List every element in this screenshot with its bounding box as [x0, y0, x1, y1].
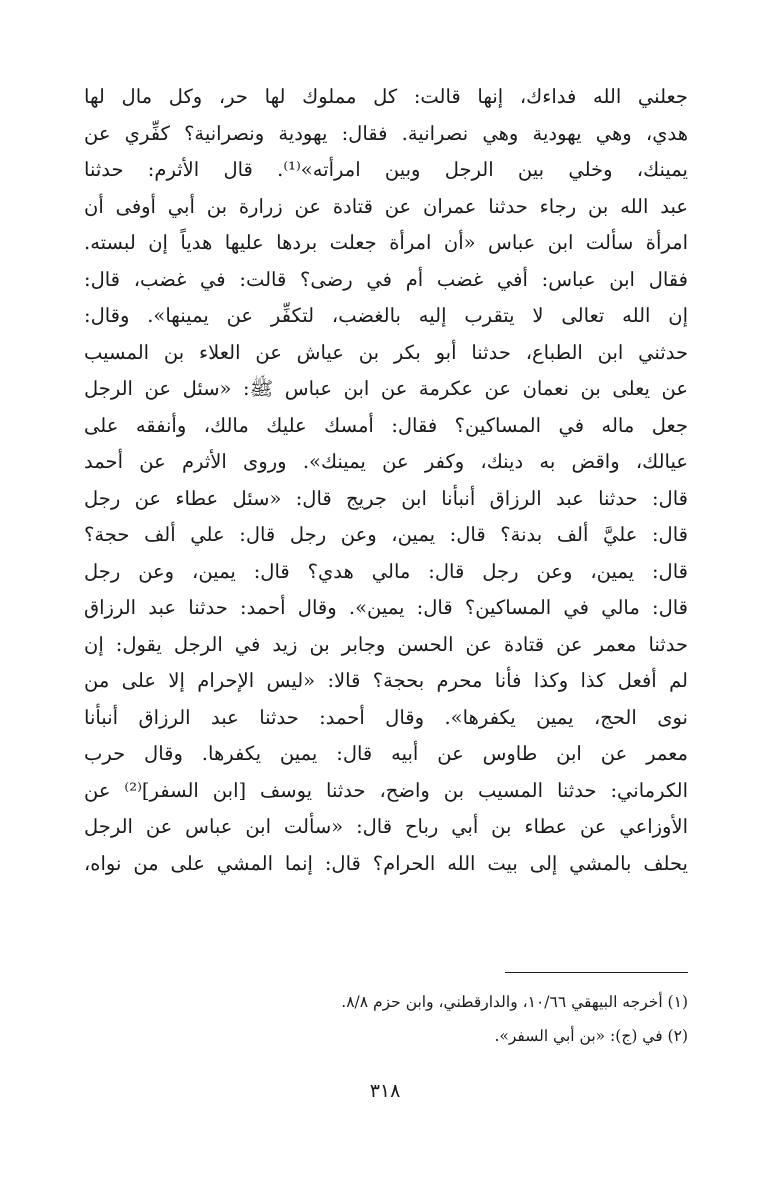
text-line-20: الكرماني: حدثنا المسيب بن واضح، حدثنا يوسف [ابن السفر]⁽²⁾ عن: [84, 778, 688, 802]
page-number: ٣١٨: [369, 1080, 401, 1102]
text-line-8: حدثني ابن الطباع، حدثنا أبو بكر بن عياش عن العلاء بن المسيب: [84, 340, 688, 364]
text-line-2: هدي، وهي يهودية وهي نصرانية. فقال: يهودية ونصرانية؟ كفِّري عن: [84, 121, 688, 145]
main-text-block: [84, 79, 688, 882]
text-line-17: لم أفعل كذا وكذا فأنا محرم بحجة؟ قالا: «ليس الإحرام إلا على من: [84, 669, 688, 692]
text-line-1: جعلني الله فداءك، إنها قالت: كل مملوك لها حر، وكل مال لها: [84, 85, 688, 108]
text-line-14: قال: يمين، وعن رجل قال: مالي هدي؟ قال: يمين، وعن رجل: [84, 559, 688, 583]
text-line-10: جعل ماله في المساكين؟ فقال: أمسك عليك مالك، وأنفقه على: [84, 413, 688, 437]
text-line-19: معمر عن ابن طاوس عن أبيه قال: يمين يكفرها. وقال حرب: [84, 742, 688, 765]
footnote-2: (٢) في (ج): «بن أبي السفر».: [494, 1027, 688, 1045]
text-line-4: عبد الله بن رجاء حدثنا عمران عن قتادة عن زرارة بن أبي أوفى أن: [84, 194, 688, 218]
text-line-12: قال: حدثنا عبد الرزاق أنبأنا ابن جريج قال: «سئل عطاء عن رجل: [84, 486, 688, 510]
text-line-3: يمينك، وخلي بين الرجل وبين امرأته»⁽¹⁾. قال الأثرم: حدثنا: [84, 158, 688, 181]
text-line-6: فقال ابن عباس: أفي غضب أم في رضى؟ قالت: في غضب، قال:: [84, 267, 688, 291]
text-line-9: عن يعلى بن نعمان عن عكرمة عن ابن عباس ﷺ: «سئل عن الرجل: [84, 377, 688, 400]
text-line-15: قال: مالي في المساكين؟ قال: يمين». وقال أحمد: حدثنا عبد الرزاق: [84, 596, 688, 619]
footnote-1: (١) أخرجه البيهقي ١٠/٦٦، والدارقطني، وابن حزم ٨/٨.: [341, 993, 688, 1011]
text-line-22: يحلف بالمشي إلى بيت الله الحرام؟ قال: إنما المشي على من نواه،: [84, 851, 688, 875]
text-line-18: نوى الحج، يمين يكفرها». وقال أحمد: حدثنا عبد الرزاق أنبأنا: [84, 705, 688, 729]
text-line-5: امرأة سألت ابن عباس «أن امرأة جعلت بردها عليها هدياً إن لبسته.: [84, 231, 688, 254]
text-line-21: الأوزاعي عن عطاء بن أبي رباح قال: «سألت ابن عباس عن الرجل: [84, 815, 688, 838]
text-line-13: قال: عليَّ ألف بدنة؟ قال: يمين، وعن رجل قال: علي ألف حجة؟: [84, 523, 688, 546]
footnote-divider: [505, 972, 688, 973]
footnotes-block: [200, 985, 688, 1053]
text-line-11: عيالك، واقض به دينك، وكفر عن يمينك». وروى الأثرم عن أحمد: [84, 450, 688, 473]
text-line-7: إن الله تعالى لا يتقرب إليه بالغضب، لتكفِّر عن يمينها». وقال:: [84, 304, 688, 327]
text-line-16: حدثنا معمر عن قتادة عن الحسن وجابر بن زيد في الرجل يقول: إن: [84, 632, 688, 656]
